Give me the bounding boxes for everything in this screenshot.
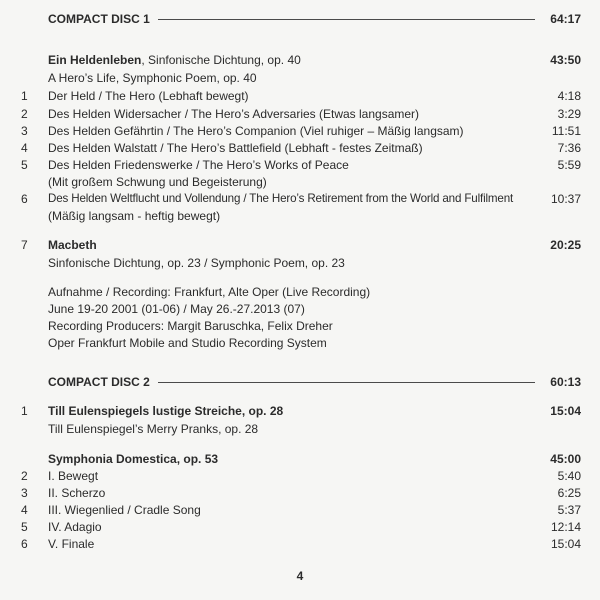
recording-info-text: June 19-20 2001 (01-06) / May 26.-27.2013 (07) [48, 302, 305, 316]
recording-info-line [0, 335, 600, 351]
work-title: Till Eulenspiegels lustige Streiche, op. 28 [48, 404, 284, 418]
track-title: II. Scherzo [48, 486, 106, 500]
track-number: 3 [21, 486, 28, 500]
track-row [0, 123, 600, 139]
work-total: 43:50 [550, 53, 581, 67]
recording-info-text: Oper Frankfurt Mobile and Studio Recording System [48, 336, 327, 350]
track-number: 5 [21, 158, 28, 172]
track-number: 2 [21, 107, 28, 121]
track-time: 7:36 [557, 141, 581, 155]
disc1-divider [158, 19, 535, 20]
track-number: 3 [21, 124, 28, 138]
track-row [0, 485, 600, 501]
work-subtitle: Till Eulenspiegel’s Merry Pranks, op. 28 [48, 422, 259, 436]
disc1-total: 64:17 [550, 12, 581, 26]
track-number: 6 [21, 537, 28, 551]
track-row [0, 88, 600, 104]
recording-info-text: Recording Producers: Margit Baruschka, Felix Dreher [48, 319, 333, 333]
work-heldenleben-title-text [48, 52, 301, 68]
recording-info-line [0, 301, 600, 317]
track-row [0, 519, 600, 535]
work-total: 20:25 [550, 238, 581, 252]
track-title-continued: (Mäßig langsam - heftig bewegt) [48, 209, 221, 223]
track-title: I. Bewegt [48, 469, 99, 483]
track-time: 11:51 [551, 124, 581, 138]
work-title: Ein Heldenleben [48, 53, 142, 67]
track-title-continued: (Mit großem Schwung und Begeisterung) [48, 175, 267, 189]
work-domestica-title-row [0, 451, 600, 467]
recording-info-line [0, 318, 600, 334]
track-time: 3:29 [557, 107, 581, 121]
track-row-continued [0, 208, 600, 224]
track-title: Des Helden Walstatt / The Hero’s Battlefield (Lebhaft - festes Zeitmaß) [48, 141, 423, 155]
track-title: Des Helden Widersacher / The Hero’s Adversaries (Etwas langsamer) [48, 107, 420, 121]
recording-info-text: Aufnahme / Recording: Frankfurt, Alte Oper (Live Recording) [48, 285, 371, 299]
track-number: 1 [21, 404, 28, 418]
track-time: 15:04 [550, 537, 581, 551]
track-row [0, 140, 600, 156]
track-number: 5 [21, 520, 28, 534]
work-heldenleben-subtitle-row [0, 70, 600, 86]
track-number: 6 [21, 192, 28, 206]
track-number: 2 [21, 469, 28, 483]
work-heldenleben-title-row [0, 52, 600, 68]
track-row [0, 191, 600, 207]
work-total: 45:00 [550, 452, 581, 466]
track-row [0, 106, 600, 122]
disc2-label: COMPACT DISC 2 [48, 375, 150, 389]
work-till-subtitle-row [0, 421, 600, 437]
disc1-label: COMPACT DISC 1 [48, 12, 150, 26]
track-time: 10:37 [550, 192, 581, 206]
disc2-header [0, 374, 600, 390]
track-row [0, 157, 600, 173]
track-time: 12:14 [550, 520, 581, 534]
page-number: 4 [296, 569, 304, 583]
work-total: 15:04 [550, 404, 581, 418]
track-title: V. Finale [48, 537, 95, 551]
disc2-total: 60:13 [550, 375, 581, 389]
track-number: 1 [21, 89, 28, 103]
work-macbeth-row [0, 237, 600, 253]
work-title: Macbeth [48, 238, 97, 252]
work-title: Symphonia Domestica, op. 53 [48, 452, 219, 466]
work-subtitle: Sinfonische Dichtung, op. 23 / Symphonic Poem, op. 23 [48, 256, 345, 270]
work-macbeth-subtitle-row [0, 255, 600, 271]
track-time: 5:37 [557, 503, 581, 517]
disc1-header [0, 11, 600, 27]
track-row [0, 536, 600, 552]
track-title: IV. Adagio [48, 520, 102, 534]
track-title: Des Helden Gefährtin / The Hero’s Companion (Viel ruhiger – Mäßig langsam) [48, 124, 464, 138]
track-row [0, 468, 600, 484]
work-till-row [0, 403, 600, 419]
track-title: Des Helden Weltflucht und Vollendung / The Hero’s Retirement from the World and Fulfilment [48, 192, 514, 205]
track-number: 4 [21, 503, 28, 517]
track-row-continued [0, 174, 600, 190]
track-title: III. Wiegenlied / Cradle Song [48, 503, 201, 517]
track-number: 4 [21, 141, 28, 155]
track-time: 6:25 [557, 486, 581, 500]
work-subtitle-de: , Sinfonische Dichtung, op. 40 [141, 53, 301, 67]
track-title: Des Helden Friedenswerke / The Hero’s Works of Peace [48, 158, 349, 172]
disc2-divider [158, 382, 535, 383]
track-number: 7 [21, 238, 28, 252]
track-row [0, 502, 600, 518]
track-title: Der Held / The Hero (Lebhaft bewegt) [48, 89, 249, 103]
track-time: 4:18 [557, 89, 581, 103]
track-time: 5:59 [557, 158, 581, 172]
track-time: 5:40 [557, 469, 581, 483]
work-subtitle-en: A Hero’s Life, Symphonic Poem, op. 40 [48, 71, 257, 85]
recording-info-line [0, 284, 600, 300]
